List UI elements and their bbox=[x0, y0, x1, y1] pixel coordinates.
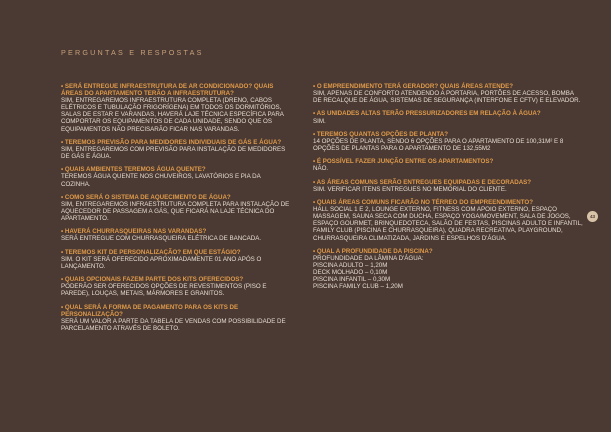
qa-item bbox=[61, 166, 291, 187]
qa-item bbox=[61, 139, 291, 160]
qa-item bbox=[313, 248, 583, 291]
qa-item bbox=[313, 158, 583, 172]
question: • QUAIS OPCIONAIS FAZEM PARTE DOS KITS OFERECIDOS? bbox=[61, 276, 244, 284]
qa-item bbox=[61, 276, 291, 297]
answer: SIM. VERIFICAR ITENS ENTREGUES NO MEMORIAL DO CLIENTE. bbox=[313, 185, 507, 193]
page-number-badge: 43 bbox=[587, 211, 598, 222]
answer: HALL SOCIAL 1 E 2, LOUNGE EXTERNO, FITNESS COM APOIO EXTERNO, ESPAÇO MASSAGEM, SAUNA SECA COM DUCHA, ESPAÇO YOGA/MOVEMENT, SALA DE JOGOS, ESPAÇO GOURMET, BRINQUEDOTECA, SALÃO DE FESTAS, PISCINAS ADULTO E INFANTIL, FAMILY CLUB (PISCINA E CHURRASQUEIRA), QUADRA RECREATIVA, PLAYGROUND, CHURRASQUEIRA CLIMATIZADA, JARDINS E ESPELHOS D'ÁGUA. bbox=[313, 206, 583, 242]
qa-item bbox=[313, 131, 583, 152]
qa-item bbox=[61, 228, 291, 242]
question: • QUAIS AMBIENTES TEREMOS ÁGUA QUENTE? bbox=[61, 166, 206, 174]
qa-item bbox=[61, 304, 291, 332]
question: • TEREMOS QUANTAS OPÇÕES DE PLANTA? bbox=[313, 130, 448, 138]
answer-line: PROFUNDIDADE DA LÂMINA D'ÁGUA: bbox=[313, 254, 424, 262]
qa-item bbox=[61, 83, 291, 133]
right-column bbox=[313, 83, 583, 297]
answer-line: PISCINA FAMILY CLUB – 1,20M bbox=[313, 283, 403, 291]
question: • QUAIS ÁREAS COMUNS FICARÃO NO TÉRREO DO EMPREENDIMENTO? bbox=[313, 199, 534, 207]
answer: SIM. O KIT SERÁ OFERECIDO APROXIMADAMENTE 01 ANO APÓS O LANÇAMENTO. bbox=[61, 255, 262, 270]
qa-item bbox=[313, 110, 583, 124]
question: • TEREMOS PREVISÃO PARA MEDIDORES INDIVIDUAIS DE GÁS E ÁGUA? bbox=[61, 138, 282, 146]
answer: SIM, APENAS DE CONFORTO ATENDENDO A PORTARIA, PORTÕES DE ACESSO, BOMBA DE RECALQUE DE ÁGUA, SISTEMAS DE SEGURANÇA (INTERFONE E CFTV) E ELEVADOR. bbox=[313, 90, 581, 105]
answer: 14 OPÇÕES DE PLANTA, SENDO 6 OPÇÕES PARA O APARTAMENTO DE 100,31M² E 8 OPÇÕES DE PLANTAS PARA O APARTAMENTO DE 132,55M2 bbox=[313, 137, 564, 153]
page-title: PERGUNTAS E RESPOSTAS bbox=[61, 48, 204, 57]
answer-line: DECK MOLHADO – 0,10M bbox=[313, 269, 388, 277]
question: • HAVERÁ CHURRASQUEIRAS NAS VARANDAS? bbox=[61, 228, 207, 236]
answer: PODERÃO SER OFERECIDOS OPÇÕES DE REVESTIMENTOS (PISO E PAREDE), LOUÇAS, METAIS, MÁRMORES E GRANITOS. bbox=[61, 283, 267, 298]
question: • SERÁ ENTREGUE INFRAESTRUTURA DE AR CONDICIONADO? QUAIS ÁREAS DO APARTAMENTO TERÃO A INFRAESTRUTURA? bbox=[61, 83, 274, 98]
answer: TEREMOS ÁGUA QUENTE NOS CHUVEIROS, LAVATÓRIOS E PIA DA COZINHA. bbox=[61, 173, 261, 188]
answer: SIM. bbox=[313, 117, 326, 125]
question: • AS UNIDADES ALTAS TERÃO PRESSURIZADORES EM RELAÇÃO À ÁGUA? bbox=[313, 110, 541, 118]
question: • QUAL SERÁ A FORMA DE PAGAMENTO PARA OS KITS DE PERSONALIZAÇÃO? bbox=[61, 303, 239, 318]
answer-line: PISCINA INFANTIL – 0,30M bbox=[313, 276, 391, 284]
answer-line: PISCINA ADULTO – 1,20M bbox=[313, 262, 388, 269]
answer: SIM, ENTREGAREMOS INFRAESTRUTURA COMPLETA PARA INSTALAÇÃO DE AQUECEDOR DE PASSAGEM A GÁS, QUE FICARÁ NA LAJE TÉCNICA DO APARTAMENTO. bbox=[61, 200, 290, 223]
answer: SIM, ENTREGAREMOS COM PREVISÃO PARA INSTALAÇÃO DE MEDIDORES DE GÁS E ÁGUA. bbox=[61, 145, 286, 161]
question: • É POSSÍVEL FAZER JUNÇÃO ENTRE OS APARTAMENTOS? bbox=[313, 158, 494, 166]
qa-item bbox=[61, 194, 291, 222]
left-column bbox=[61, 83, 291, 338]
answer: SERÁ UM VALOR A PARTE DA TABELA DE VENDAS COM POSSIBILIDADE DE PARCELAMENTO ATRAVÉS DE BOLETO. bbox=[61, 317, 286, 332]
qa-item bbox=[61, 249, 291, 270]
qa-item bbox=[313, 83, 583, 104]
qa-item bbox=[313, 179, 583, 193]
answer: NÃO. bbox=[313, 165, 329, 173]
question: • QUAL A PROFUNDIDADE DA PISCINA? bbox=[313, 247, 433, 255]
question: • TEREMOS KIT DE PERSONALIZAÇÃO? EM QUE ESTÁGIO? bbox=[61, 248, 241, 256]
question: • AS ÁREAS COMUNS SERÃO ENTREGUES EQUIPADAS E DECORADAS? bbox=[313, 178, 532, 186]
question: • COMO SERÁ O SISTEMA DE AQUECIMENTO DE ÁGUA? bbox=[61, 193, 231, 201]
qa-item bbox=[313, 199, 583, 242]
answer: SIM, ENTREGAREMOS INFRAESTRUTURA COMPLETA (DRENO, CABOS ELÉTRICOS E TUBULAÇÃO FRIGORÍGENA) EM TODOS OS DORMITÓRIOS, SALAS DE ESTAR E VARANDAS, HAVERÁ LAJE TÉCNICA ESPECÍFICA PARA COMPORTAR OS EQUIPAMENTOS DE CADA UNIDADE, SENDO QUE OS EQUIPAMENTOS NÃO PRECISARÃO FICAR NAS VARANDAS. bbox=[61, 97, 284, 133]
answer: SERÁ ENTREGUE COM CHURRASQUEIRA ELÉTRICA DE BANCADA. bbox=[61, 235, 262, 243]
question: • O EMPREENDIMENTO TERÁ GERADOR? QUAIS ÁREAS ATENDE? bbox=[313, 83, 514, 90]
